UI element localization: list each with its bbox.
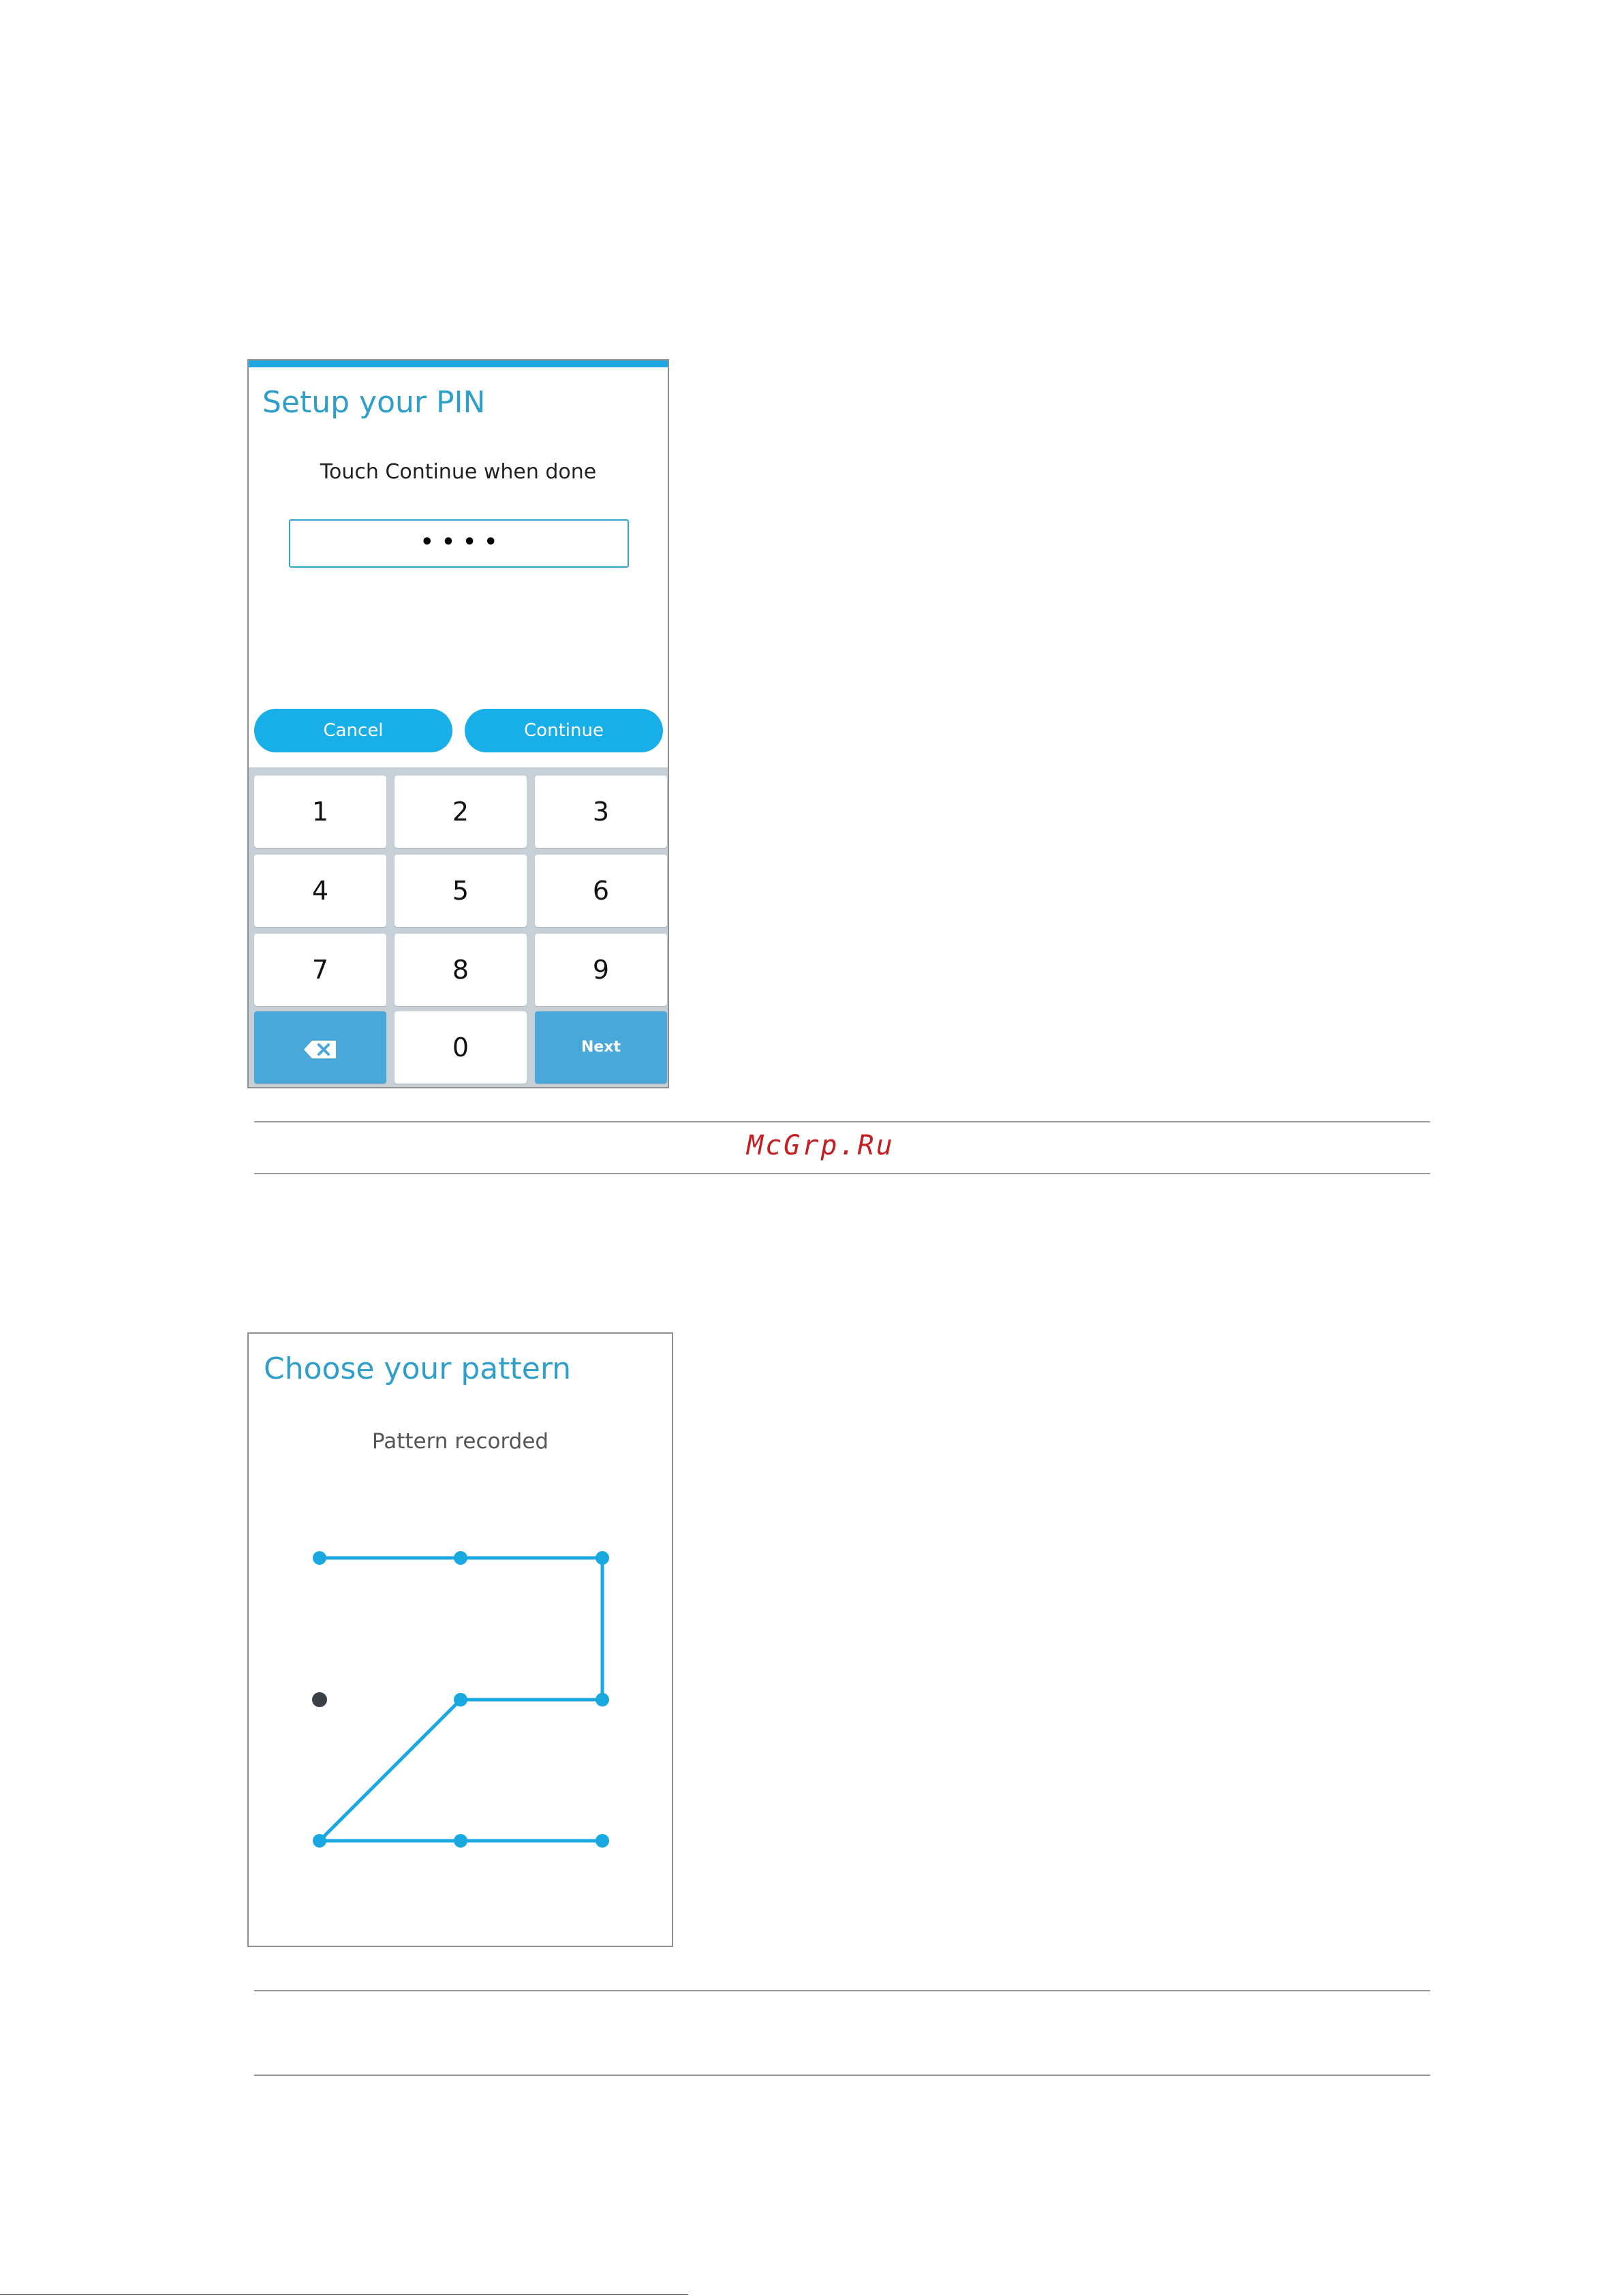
watermark-text: McGrp.Ru — [747, 1130, 895, 1161]
pattern-dot-selected[interactable] — [596, 1834, 609, 1848]
pattern-grid[interactable] — [249, 1334, 672, 1946]
separator-line — [254, 1173, 1430, 1174]
pattern-dot-selected[interactable] — [596, 1551, 609, 1565]
key-0[interactable]: 0 — [395, 1011, 527, 1084]
continue-button[interactable]: Continue — [465, 709, 663, 752]
key-1[interactable]: 1 — [254, 776, 386, 848]
separator-line — [254, 1121, 1430, 1122]
key-8[interactable]: 8 — [395, 934, 527, 1006]
pattern-status-text: Pattern recorded — [371, 1429, 549, 1454]
cancel-button[interactable]: Cancel — [254, 709, 452, 752]
page-title: Choose your pattern — [264, 1351, 572, 1386]
pattern-dot-selected[interactable] — [313, 1834, 326, 1848]
pattern-dot-selected[interactable] — [596, 1693, 609, 1706]
key-5[interactable]: 5 — [395, 855, 527, 927]
key-9[interactable]: 9 — [535, 934, 667, 1006]
next-key[interactable]: Next — [535, 1011, 667, 1084]
pattern-setup-screen — [247, 1332, 673, 1947]
separator-line — [254, 1990, 1430, 1991]
pattern-dot-selected[interactable] — [454, 1834, 467, 1848]
pin-setup-screen — [247, 359, 669, 1088]
backspace-key[interactable] — [254, 1011, 386, 1084]
footer-rule — [0, 2294, 688, 2295]
key-3[interactable]: 3 — [535, 776, 667, 848]
key-6[interactable]: 6 — [535, 855, 667, 927]
pattern-dot[interactable] — [312, 1692, 327, 1707]
key-2[interactable]: 2 — [395, 776, 527, 848]
backspace-icon — [303, 1039, 338, 1060]
pattern-dot-selected[interactable] — [454, 1551, 467, 1565]
key-4[interactable]: 4 — [254, 855, 386, 927]
separator-line — [254, 2075, 1430, 2076]
pattern-dot-selected[interactable] — [454, 1693, 467, 1706]
status-bar — [249, 361, 668, 367]
instruction-text: Touch Continue when done — [320, 460, 597, 484]
numeric-keypad — [249, 767, 668, 1088]
page-title: Setup your PIN — [262, 385, 486, 420]
pattern-dot-selected[interactable] — [313, 1551, 326, 1565]
pattern-segment — [320, 1700, 461, 1841]
pin-input[interactable]: •••• — [289, 519, 629, 568]
key-7[interactable]: 7 — [254, 934, 386, 1006]
